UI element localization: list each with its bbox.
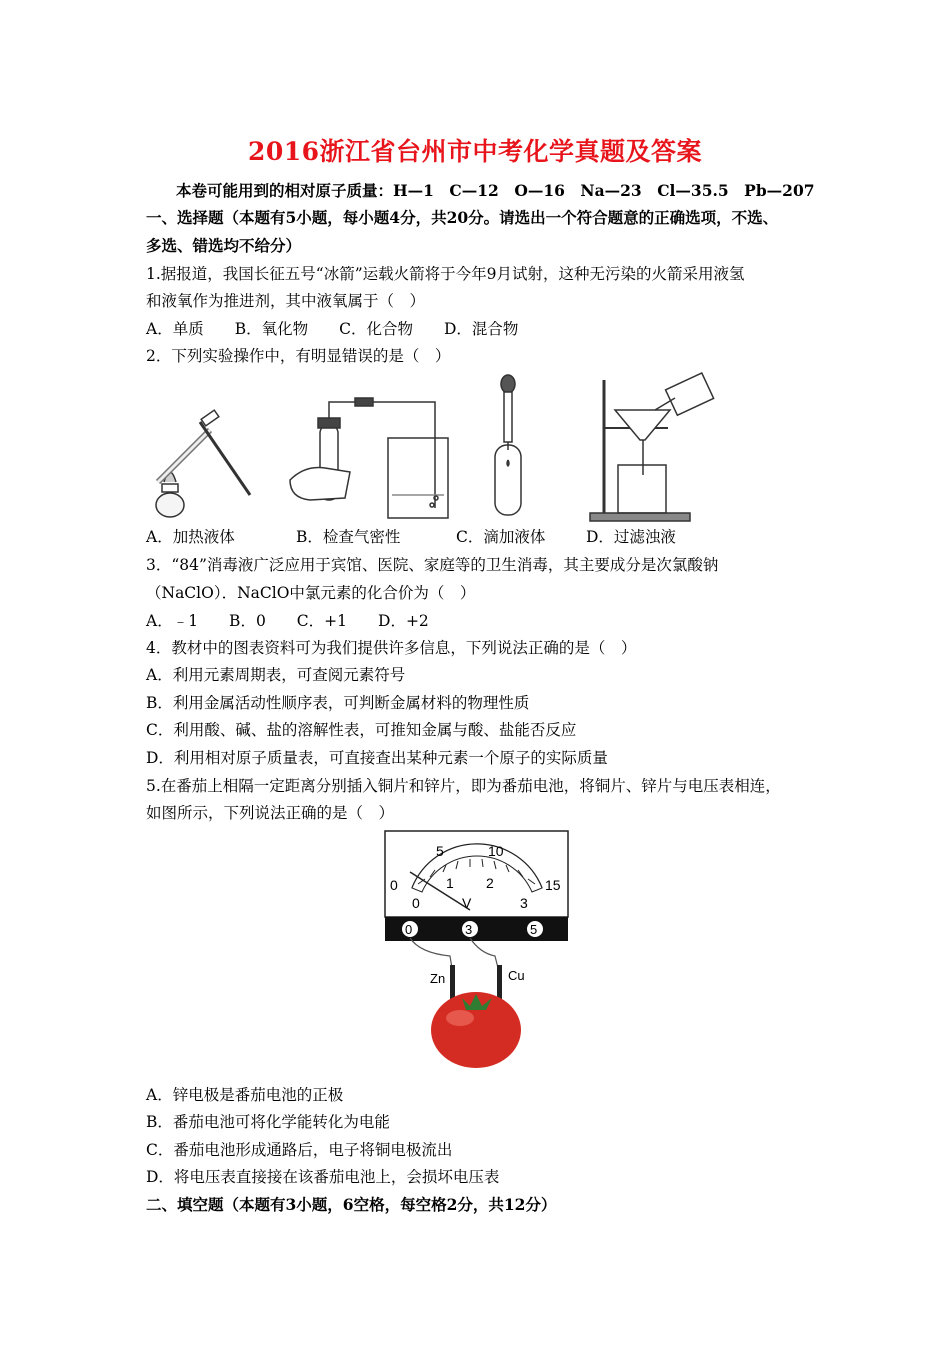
scale-bot-1: 1 — [446, 875, 454, 891]
zn-electrode — [450, 965, 455, 999]
q5-option-a: A．锌电极是番茄电池的正极 — [146, 1086, 344, 1104]
q5-option-d: D．将电压表直接接在该番茄电池上，会损坏电压表 — [146, 1168, 500, 1186]
q2-caption-a: A．加热液体 — [146, 528, 235, 546]
terminal-3: 3 — [465, 922, 473, 937]
section1-heading: 一、选择题（本题有5小题，每小题4分，共20分。请选出一个符合题意的正确选项，不选、 — [146, 208, 779, 227]
q1-stem-cont: 和液氧作为推进剂，其中液氧属于（ ） — [146, 292, 426, 310]
q3-stem-cont: （NaClO）．NaClO中氯元素的化合价为（ ） — [146, 584, 476, 602]
unit-label: V — [462, 895, 472, 911]
q2-caption-c: C．滴加液体 — [456, 528, 546, 546]
q5-stem: 5.在番茄上相隔一定距离分别插入铜片和锌片，即为番茄电池，将铜片、锌片与电压表相连， — [146, 777, 781, 795]
q2-stem: 2．下列实验操作中，有明显错误的是（ ） — [146, 347, 451, 365]
scale-bot-2: 2 — [486, 875, 494, 891]
q5-stem-cont: 如图所示，下列说法正确的是（ ） — [146, 804, 395, 822]
q4-option-c: C．利用酸、碱、盐的溶解性表，可推知金属与酸、盐能否反应 — [146, 721, 577, 739]
q5-option-c: C．番茄电池形成通路后，电子将铜电极流出 — [146, 1141, 453, 1159]
q1-options: A．单质 B．氧化物 C．化合物 D．混合物 — [146, 320, 519, 338]
scale-top-10: 10 — [488, 843, 504, 859]
tomato-battery-figure — [380, 828, 575, 1068]
heating-liquid-figure — [156, 410, 250, 517]
cu-electrode — [497, 965, 502, 999]
page-title: 2016浙江省台州市中考化学真题及答案 — [247, 137, 703, 166]
scale-top-15: 15 — [545, 877, 561, 893]
scale-bot-0: 0 — [412, 895, 420, 911]
q4-option-a: A．利用元素周期表，可查阅元素符号 — [146, 666, 406, 684]
q1-stem: 1.据报道，我国长征五号“冰箭”运载火箭将于今年9月试射，这种无污染的火箭采用液氢 — [146, 265, 745, 283]
terminal-15: 5 — [530, 922, 538, 937]
air-tightness-figure — [290, 398, 448, 518]
q2-caption-b: B．检查气密性 — [296, 528, 401, 546]
zn-label: Zn — [430, 971, 446, 986]
scale-top-5: 5 — [436, 843, 444, 859]
q5-option-b: B．番茄电池可将化学能转化为电能 — [146, 1113, 390, 1131]
q4-option-b: B．利用金属活动性顺序表，可判断金属材料的物理性质 — [146, 694, 530, 712]
q4-stem: 4．教材中的图表资料可为我们提供许多信息，下列说法正确的是（ ） — [146, 639, 637, 657]
terminal-0: 0 — [405, 922, 413, 937]
q3-options: A．﹣1 B．0 C．+1 D．+2 — [146, 612, 429, 630]
q2-figures — [140, 370, 740, 525]
dropper-figure — [495, 375, 521, 515]
scale-top-0: 0 — [390, 877, 398, 893]
q2-caption-d: D．过滤浊液 — [586, 528, 676, 546]
atomic-mass-line: 本卷可能用到的相对原子质量：H—1 C—12 O—16 Na—23 Cl—35.5 Pb—207 — [176, 181, 815, 200]
scale-bot-3: 3 — [520, 895, 528, 911]
q3-stem: 3．“84”消毒液广泛应用于宾馆、医院、家庭等的卫生消毒，其主要成分是次氯酸钠 — [146, 556, 719, 574]
section1-heading-cont: 多选、错选均不给分） — [146, 236, 302, 255]
section2-heading: 二、填空题（本题有3小题，6空格，每空格2分，共12分） — [146, 1195, 557, 1214]
cu-label: Cu — [508, 968, 525, 983]
filtration-figure — [590, 373, 714, 521]
q4-option-d: D．利用相对原子质量表，可直接查出某种元素一个原子的实际质量 — [146, 749, 608, 767]
